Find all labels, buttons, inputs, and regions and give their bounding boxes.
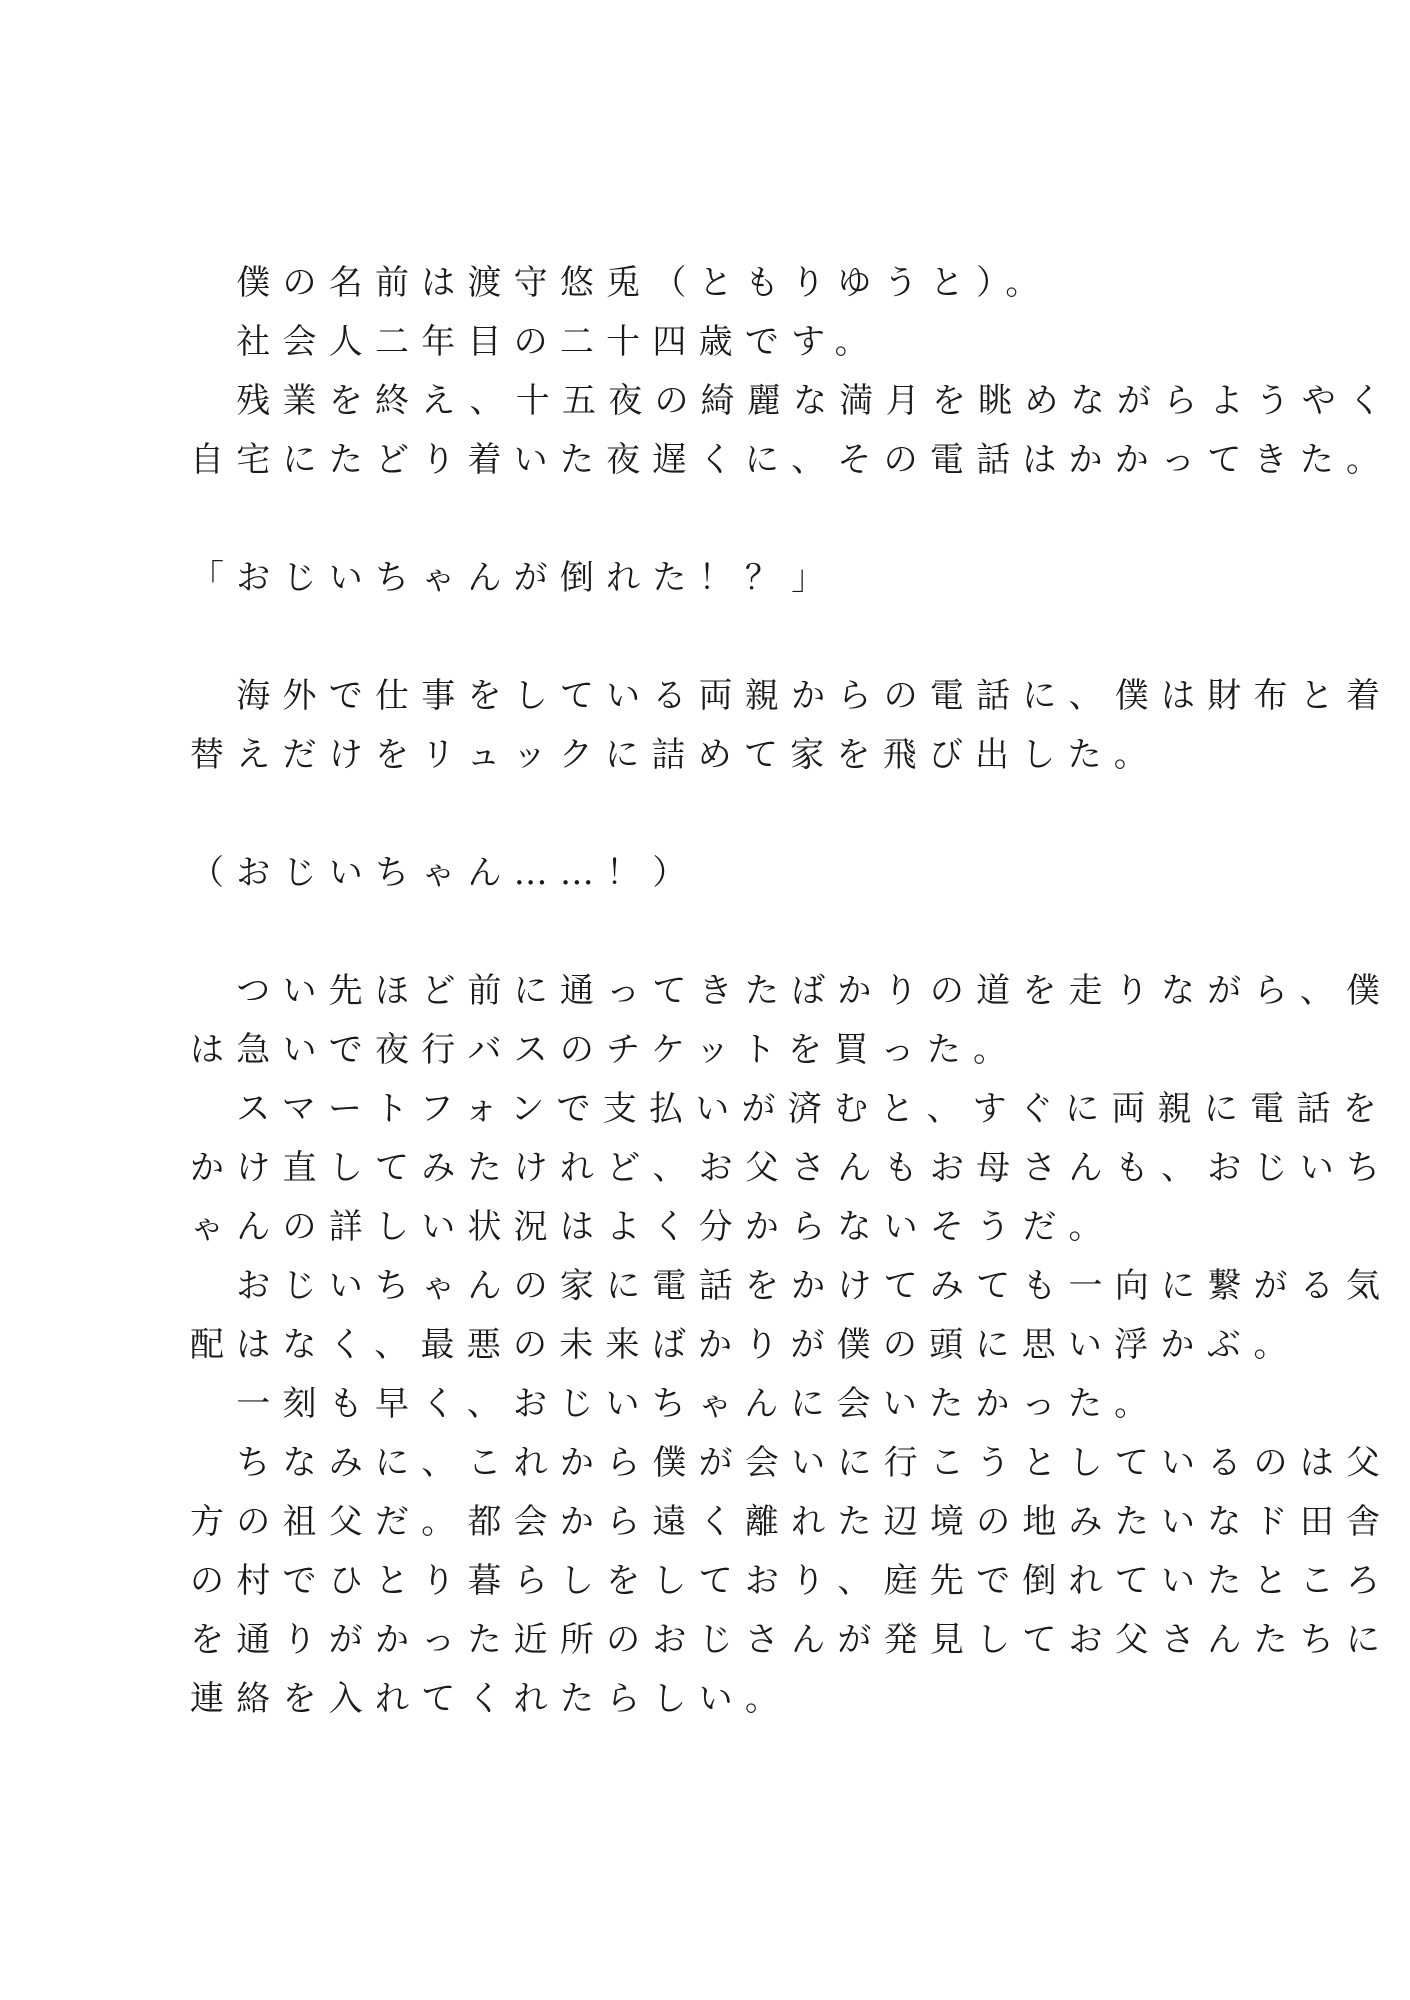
text-line: ちなみに、これから僕が会いに行こうとしているのは父 bbox=[190, 1443, 1393, 1483]
text-line: の村でひとり暮らしをしており、庭先で倒れていたところ bbox=[190, 1561, 1393, 1601]
text-line: 配はなく、最悪の未来ばかりが僕の頭に思い浮かぶ。 bbox=[190, 1325, 1300, 1365]
blank-line bbox=[190, 785, 1230, 844]
text-line: を通りがかった近所のおじさんが発見してお父さんたちに bbox=[190, 1620, 1393, 1660]
text-line: かけ直してみたけれど、お父さんもお母さんも、おじいち bbox=[190, 1148, 1393, 1188]
blank-line bbox=[190, 903, 1230, 962]
text-line: 一刻も早く、おじいちゃんに会いたかった。 bbox=[190, 1384, 1161, 1424]
text-line: おじいちゃんの家に電話をかけてみても一向に繋がる気 bbox=[190, 1266, 1393, 1306]
body-text bbox=[190, 254, 1395, 1729]
thought-line: （おじいちゃん……！） bbox=[190, 853, 699, 893]
text-line: 替えだけをリュックに詰めて家を飛び出した。 bbox=[190, 735, 1161, 775]
text-line: 海外で仕事をしている両親からの電話に、僕は財布と着 bbox=[190, 676, 1393, 716]
text-line: ゃんの詳しい状況はよく分からないそうだ。 bbox=[190, 1207, 1115, 1247]
text-line: 方の祖父だ。都会から遠く離れた辺境の地みたいなド田舎 bbox=[190, 1502, 1393, 1542]
text-line: 僕の名前は渡守悠兎（ともりゆうと）。 bbox=[190, 263, 1052, 303]
text-line: 社会人二年目の二十四歳です。 bbox=[190, 322, 881, 362]
dialogue-line: 「おじいちゃんが倒れた！？」 bbox=[190, 558, 838, 598]
text-line: 残業を終え、十五夜の綺麗な満月を眺めながらようやく bbox=[190, 381, 1395, 421]
blank-line bbox=[190, 490, 1230, 549]
blank-line bbox=[190, 608, 1230, 667]
text-line: 連絡を入れてくれたらしい。 bbox=[190, 1679, 792, 1719]
text-line: は急いで夜行バスのチケットを買った。 bbox=[190, 1030, 1020, 1070]
text-line: つい先ほど前に通ってきたばかりの道を走りながら、僕 bbox=[190, 971, 1393, 1011]
text-line: スマートフォンで支払いが済むと、すぐに両親に電話を bbox=[190, 1089, 1389, 1129]
text-line: 自宅にたどり着いた夜遅くに、その電話はかかってきた。 bbox=[190, 440, 1393, 480]
